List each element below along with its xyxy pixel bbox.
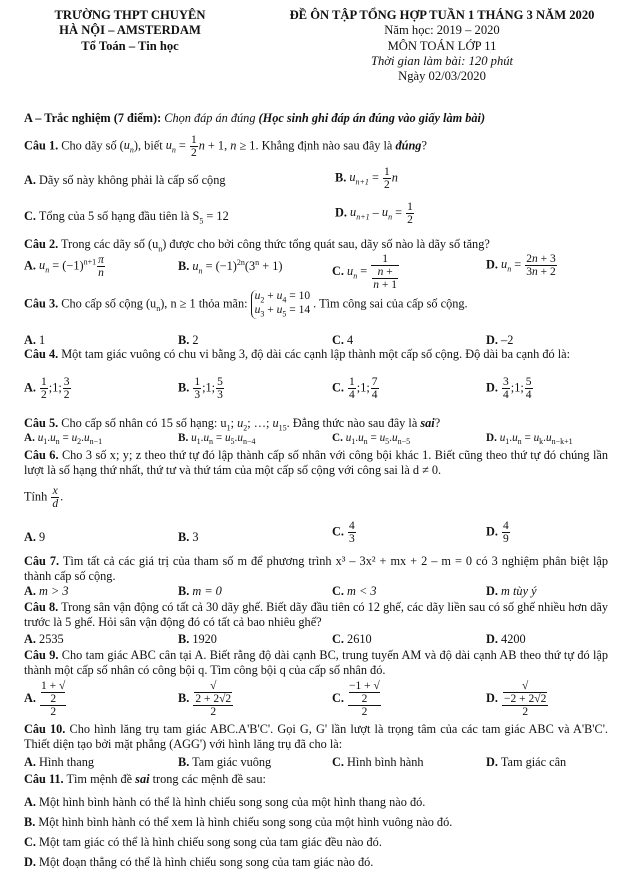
- q4-option-d[interactable]: D. $\frac{3}{4}$ ;1; $\frac{5}{4}$: [486, 376, 532, 402]
- q9-option-a[interactable]: A. 1 + √ 2 2: [24, 680, 66, 719]
- q9-option-d[interactable]: D. √ −2 + 2√2 2: [486, 680, 547, 719]
- question-11: Câu 11. Tìm mệnh đề sai trong các mệnh đề sau:: [24, 772, 266, 786]
- question-7: Câu 7. Tìm tất cả các giá trị của tham số m để phương trình x³ – 3x² + mx + 2 – m = 0 có 3 nghiệm phân biệt lập thành cấp số cộng.: [24, 554, 609, 583]
- school-name-1: TRƯỜNG THPT CHUYÊN: [54, 8, 206, 22]
- question-8: Câu 8. Trong sân vận động có tất cả 30 dãy ghế. Biết dãy đầu tiên có 12 ghế, các dãy liền sau có số ghế nhiều hơn dãy trước là 5 ghế. Hỏi sân vận động đó có tất cả bao nhiêu ghế?: [24, 600, 609, 629]
- exam-title: ĐỀ ÔN TẬP TỔNG HỢP TUẦN 1 THÁNG 3 NĂM 2020: [289, 8, 595, 22]
- q4-option-c[interactable]: C. $\frac{1}{4}$ ;1; $\frac{7}{4}$: [332, 376, 378, 402]
- question-5: Câu 5. Cho cấp số nhân có 15 số hạng: $u_1$; $u_2$; …; $u_{15}$. Đẳng thức nào sau đây là sai?: [24, 416, 441, 433]
- q1-option-b[interactable]: B. $u_{n+1}$ = $\frac{1}{2}$ n: [335, 166, 398, 192]
- question-1: Câu 1. Cho dãy số $(u_n)$, biết $u_n$ = $\frac{1}{2}$ n + 1, n ≥ 1. Khẳng định nào sau đây là đúng?: [24, 134, 427, 160]
- q1-option-a[interactable]: A. Dãy số này không phải là cấp số cộng: [24, 173, 226, 187]
- q5-option-b[interactable]: B. $u_1.u_n = u_5.u_{n-4}$: [178, 432, 256, 447]
- school-year: Năm học: 2019 – 2020: [384, 23, 500, 38]
- q6-ask: Tính $\frac{x}{d}$ .: [24, 485, 64, 511]
- q7-option-a[interactable]: A. m > 3: [24, 584, 69, 598]
- q6-option-b[interactable]: B. 3: [178, 530, 199, 544]
- question-4: Câu 4. Một tam giác vuông có chu vi bằng 3, độ dài các cạnh lập thành một cấp số cộng. Độ dài ba cạnh đó là:: [24, 347, 571, 361]
- q9-option-b[interactable]: B. √ 2 + 2√2 2: [178, 680, 232, 719]
- q10-option-d[interactable]: D. Tam giác cân: [486, 755, 567, 769]
- q11-option-b[interactable]: B. Một hình bình hành có thể xem là hình chiếu song song của một hình vuông nào đó.: [24, 815, 453, 829]
- exam-date: Ngày 02/03/2020: [398, 69, 486, 84]
- q2-option-a[interactable]: A. $u_n = (-1)^{n+1}$ $\frac{\pi}{n}$: [24, 254, 104, 280]
- subject: MÔN TOÁN LỚP 11: [387, 38, 497, 53]
- q2-option-c[interactable]: C. $u_n$ = 1 n + n + 1: [332, 253, 398, 292]
- question-9: Câu 9. Cho tam giác ABC cân tại A. Biết rằng độ dài cạnh BC, trung tuyến AM và độ dài cạnh AB theo thứ tự đó lập thành một cấp số nhân có công bội q. Tìm công bội q của cấp số nhân đó.: [24, 648, 608, 677]
- q3-option-b[interactable]: B. 2: [178, 333, 199, 347]
- q1-option-d[interactable]: D. $u_{n+1} - u_n$ = $\frac{1}{2}$: [335, 201, 413, 227]
- q5-option-d[interactable]: D. $u_1.u_n = u_k.u_{n-k+1}$: [486, 432, 573, 447]
- department: Tổ Toán – Tin học: [81, 38, 179, 53]
- q3-option-c[interactable]: C. 4: [332, 333, 354, 347]
- exam-header: [268, 8, 616, 85]
- q11-option-d[interactable]: D. Một đoạn thẳng có thể là hình chiếu song song của tam giác nào đó.: [24, 855, 374, 869]
- question-2: Câu 2. Trong các dãy số $(u_n)$ được cho bởi công thức tổng quát sau, dãy số nào là dãy số tăng?: [24, 237, 490, 254]
- question-10: Câu 10. Cho hình lăng trụ tam giác ABC.A'B'C'. Gọi G, G' lần lượt là trọng tâm của các tam giác ABC và A'B'C'. Thiết diện tạo bởi mặt phẳng (AGG') với hình lăng trụ đã cho là:: [24, 722, 609, 751]
- q2-option-d[interactable]: D. $u_n$ = $\frac{2n + 3}{3n + 2}$: [486, 253, 556, 279]
- question-6: Câu 6. Cho 3 số x; y; z theo thứ tự đó lập thành cấp số nhân với công bội khác 1. Biết cũng theo thứ tự đó chúng lần lượt là số hạng thứ nhất, thứ tư và thứ tám của một cấp số cộng với công sai là d ≠ 0.: [24, 448, 608, 477]
- q5-option-a[interactable]: A. $u_1.u_n = u_2.u_{n-1}$: [24, 432, 103, 447]
- q10-option-a[interactable]: A. Hình thang: [24, 755, 95, 769]
- school-name-2: HÀ NỘI – AMSTERDAM: [59, 23, 201, 38]
- q3-option-d[interactable]: D. –2: [486, 333, 514, 347]
- q9-option-c[interactable]: C. −1 + √ 2 2: [332, 680, 380, 719]
- q11-option-a[interactable]: A. Một hình bình hành có thể là hình chiếu song song của một hình thang nào đó.: [24, 795, 426, 809]
- q11-option-c[interactable]: C. Một tam giác có thể là hình chiếu song song của tam giác đều nào đó.: [24, 835, 382, 849]
- q8-option-c[interactable]: C. 2610: [332, 632, 372, 646]
- school-header: [40, 8, 220, 54]
- q10-option-c[interactable]: C. Hình bình hành: [332, 755, 424, 769]
- q6-option-c[interactable]: C. $\frac{4}{3}$: [332, 520, 355, 546]
- q10-option-b[interactable]: B. Tam giác vuông: [178, 755, 272, 769]
- section-title: A – Trắc nghiệm (7 điểm): Chọn đáp án đúng (Học sinh ghi đáp án đúng vào giấy làm bài): [24, 111, 486, 125]
- q3-option-a[interactable]: A. 1: [24, 333, 46, 347]
- q7-option-b[interactable]: B. m = 0: [178, 584, 222, 598]
- q6-option-a[interactable]: A. 9: [24, 530, 46, 544]
- time-limit: Thời gian làm bài: 120 phút: [370, 54, 514, 69]
- q4-option-b[interactable]: B. $\frac{1}{3}$ ;1; $\frac{5}{3}$: [178, 376, 223, 402]
- q5-option-c[interactable]: C. $u_1.u_n = u_5.u_{n-5}$: [332, 432, 411, 447]
- q2-option-b[interactable]: B. $u_n = (-1)^{2n}(3^n + 1)$: [178, 258, 283, 276]
- q6-option-d[interactable]: D. $\frac{4}{9}$: [486, 520, 509, 546]
- question-3: Câu 3. Cho cấp số cộng $(u_n)$, n ≥ 1 thỏa mãn: $u_2 + u_4 = 10$ $u_3 + u_5 = 14$. Tìm công sai của cấp số cộng.: [24, 290, 468, 319]
- q4-option-a[interactable]: A. $\frac{1}{2}$ ;1; $\frac{3}{2}$: [24, 376, 70, 402]
- q1-option-c[interactable]: C. Tổng của 5 số hạng đầu tiên là $S_5 = 12$: [24, 209, 229, 226]
- q8-option-a[interactable]: A. 2535: [24, 632, 64, 646]
- q8-option-b[interactable]: B. 1920: [178, 632, 217, 646]
- q7-option-c[interactable]: C. m < 3: [332, 584, 377, 598]
- q8-option-d[interactable]: D. 4200: [486, 632, 526, 646]
- q7-option-d[interactable]: D. m tùy ý: [486, 584, 537, 598]
